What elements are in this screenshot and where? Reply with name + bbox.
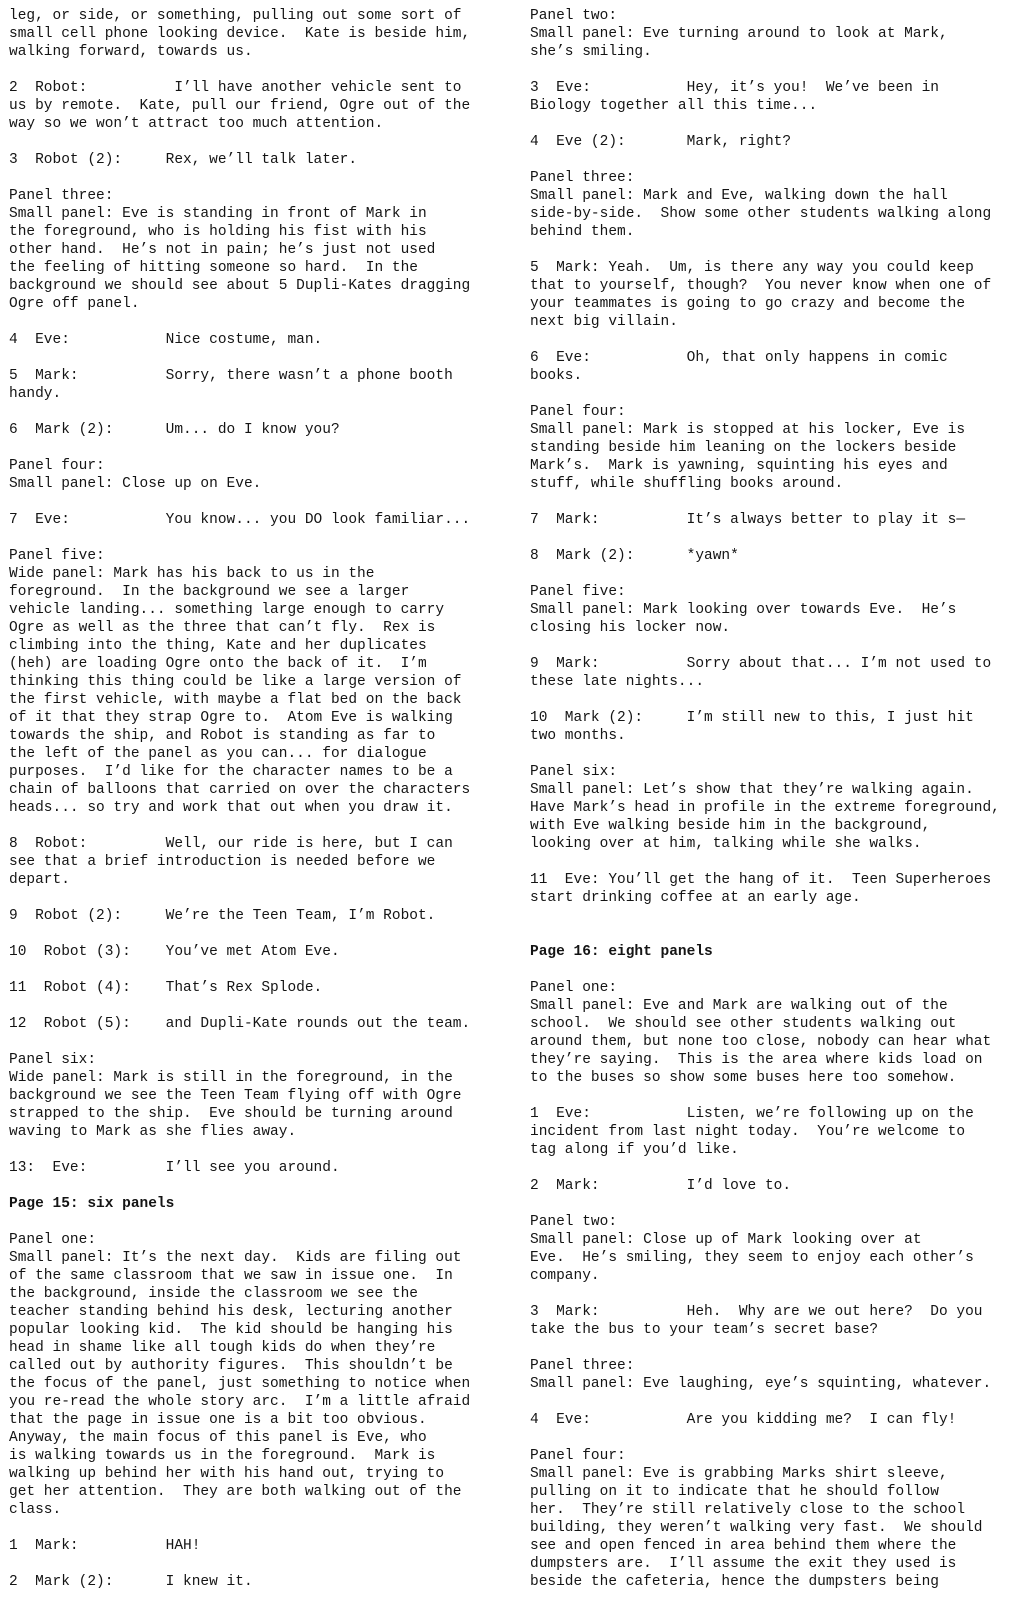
dialogue-line: 4 Eve: Are you kidding me? I can fly!	[530, 1412, 957, 1428]
dialogue-line: 8 Robot: Well, our ride is here, but I can see that a brief introduction is needed before we depart.	[9, 836, 453, 888]
dialogue-line: 4 Eve (2): Mark, right?	[530, 134, 792, 150]
dialogue-line: 2 Robot: I’ll have another vehicle sent to us by remote. Kate, pull our friend, Ogre out of the way so we won’t attract too much attention.	[9, 80, 471, 132]
dialogue-line: 1 Eve: Listen, we’re following up on the incident from last night today. You’re welcome to tag along if you’d like.	[530, 1106, 974, 1158]
panel-description: Panel five: Wide panel: Mark has his back to us in the foreground. In the background we see a larger vehicle landing... something large enough to carry Ogre as well as the three that can’t fly. Rex is climbing into the thing, Kate and her duplicates (heh) are loading Ogre onto the back of it. I’m thinking this thing could be like a large version of the first vehicle, with maybe a flat bed on the back of it that they strap Ogre to. Atom Eve is walking towards the ship, and Robot is standing as far to the left of the panel as you can... for dialogue purposes. I’d like for the character names to be a chain of balloons that carried on over the characters heads... so try and work that out when you draw it.	[9, 548, 471, 816]
panel-description: Panel three: Small panel: Eve is standing in front of Mark in the foreground, who is holding his fist with his other hand. He’s not in pain; he’s just not used the feeling of hitting someone so hard. In the background we should see about 5 Dupli-Kates dragging Ogre off panel.	[9, 188, 471, 312]
right-column	[530, 7, 1020, 1591]
dialogue-line: 2 Mark: I’d love to.	[530, 1178, 792, 1194]
panel-description: Panel three: Small panel: Eve laughing, eye’s squinting, whatever.	[530, 1358, 992, 1392]
panel-description: Panel six: Small panel: Let’s show that they’re walking again. Have Mark’s head in profile in the extreme foreground, with Eve walking beside him in the background, looking over at him, talking while she walks.	[530, 764, 1000, 852]
dialogue-line: 10 Robot (3): You’ve met Atom Eve.	[9, 944, 340, 960]
dialogue-line: 11 Robot (4): That’s Rex Splode.	[9, 980, 323, 996]
panel-description: Panel two: Small panel: Close up of Mark looking over at Eve. He’s smiling, they seem to enjoy each other’s company.	[530, 1214, 974, 1284]
dialogue-line: 5 Mark: Yeah. Um, is there any way you could keep that to yourself, though? You never know when one of your teammates is going to go crazy and become the next big villain.	[530, 260, 992, 330]
dialogue-line: 9 Mark: Sorry about that... I’m not used to these late nights...	[530, 656, 992, 690]
dialogue-line: 2 Mark (2): I knew it.	[9, 1574, 253, 1590]
panel-description: Panel three: Small panel: Mark and Eve, walking down the hall side-by-side. Show some other students walking along behind them.	[530, 170, 992, 240]
dialogue-line: 11 Eve: You’ll get the hang of it. Teen Superheroes start drinking coffee at an early age.	[530, 872, 992, 906]
panel-description: Panel one: Small panel: Eve and Mark are walking out of the school. We should see other students walking out around them, but none too close, nobody can hear what they’re saying. This is the area where kids load on to the buses so show some buses here too somehow.	[530, 980, 992, 1086]
dialogue-line: 1 Mark: HAH!	[9, 1538, 201, 1554]
panel-description: Panel six: Wide panel: Mark is still in the foreground, in the background we see the Teen Team flying off with Ogre strapped to the ship. Eve should be turning around waving to Mark as she flies away.	[9, 1052, 462, 1140]
panel-description: Panel five: Small panel: Mark looking over towards Eve. He’s closing his locker now.	[530, 584, 957, 636]
dialogue-line: 6 Eve: Oh, that only happens in comic books.	[530, 350, 948, 384]
dialogue-line: 8 Mark (2): *yawn*	[530, 548, 739, 564]
dialogue-line: 4 Eve: Nice costume, man.	[9, 332, 323, 348]
panel-description: Panel four: Small panel: Eve is grabbing Marks shirt sleeve, pulling on it to indicate that he should follow her. They’re still relatively close to the school building, they weren’t walking very fast. We should see and open fenced in area behind them where the dumpsters are. I’ll assume the exit they used is beside the cafeteria, hence the dumpsters being	[530, 1448, 983, 1590]
scene-description: leg, or side, or something, pulling out some sort of small cell phone looking device. Kate is beside him, walking forward, towards us.	[9, 8, 471, 60]
dialogue-line: 9 Robot (2): We’re the Teen Team, I’m Robot.	[9, 908, 436, 924]
dialogue-line: 5 Mark: Sorry, there wasn’t a phone booth handy.	[9, 368, 453, 402]
dialogue-line: 6 Mark (2): Um... do I know you?	[9, 422, 340, 438]
dialogue-line: 13: Eve: I’ll see you around.	[9, 1160, 340, 1176]
dialogue-line: 10 Mark (2): I’m still new to this, I just hit two months.	[530, 710, 974, 744]
dialogue-line: 7 Eve: You know... you DO look familiar...	[9, 512, 471, 528]
dialogue-line: 7 Mark: It’s always better to play it s—	[530, 512, 966, 528]
panel-description: Panel two: Small panel: Eve turning around to look at Mark, she’s smiling.	[530, 8, 948, 60]
panel-description: Panel four: Small panel: Close up on Eve.	[9, 458, 262, 492]
page-heading: Page 16: eight panels	[530, 944, 713, 960]
panel-description: Panel one: Small panel: It’s the next day. Kids are filing out of the same classroom that we saw in issue one. In the background, inside the classroom we see the teacher standing behind his desk, lecturing another popular looking kid. The kid should be hanging his head in shame like all tough kids do when they’re called out by authority figures. This shouldn’t be the focus of the panel, just something to notice when you re-read the whole story arc. I’m a little afraid that the page in issue one is a bit too obvious. Anyway, the main focus of this panel is Eve, who is walking towards us in the foreground. Mark is walking up behind her with his hand out, trying to get her attention. They are both walking out of the class.	[9, 1232, 471, 1518]
dialogue-line: 3 Mark: Heh. Why are we out here? Do you take the bus to your team’s secret base?	[530, 1304, 983, 1338]
panel-description: Panel four: Small panel: Mark is stopped at his locker, Eve is standing beside him leaning on the lockers beside Mark’s. Mark is yawning, squinting his eyes and stuff, while shuffling books around.	[530, 404, 966, 492]
dialogue-line: 3 Robot (2): Rex, we’ll talk later.	[9, 152, 358, 168]
left-column	[9, 7, 504, 1591]
dialogue-line: 3 Eve: Hey, it’s you! We’ve been in Biology together all this time...	[530, 80, 939, 114]
dialogue-line: 12 Robot (5): and Dupli-Kate rounds out the team.	[9, 1016, 471, 1032]
page-heading: Page 15: six panels	[9, 1196, 175, 1212]
